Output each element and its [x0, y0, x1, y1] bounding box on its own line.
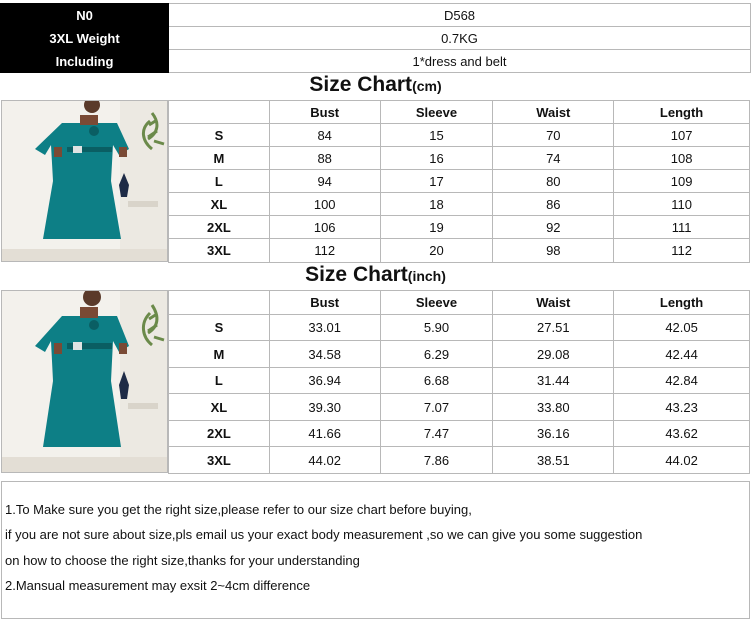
size-notes: [1, 481, 750, 619]
sleeve-column-header: Sleeve: [380, 291, 493, 315]
length-cell: 42.05: [614, 315, 750, 341]
size-cell: S: [169, 124, 270, 147]
size-cell: 2XL: [169, 421, 270, 447]
table-row: [169, 170, 750, 193]
table-row: [169, 193, 750, 216]
length-cell: 107: [614, 124, 750, 147]
waist-column-header: Waist: [493, 291, 614, 315]
length-cell: 42.44: [614, 341, 750, 368]
table-row: [169, 421, 750, 447]
product-number-row: [1, 4, 751, 27]
note-line: on how to choose the right size,thanks for your understanding: [5, 552, 360, 568]
length-cell: 43.23: [614, 394, 750, 421]
size-cell: 3XL: [169, 447, 270, 474]
length-cell: 42.84: [614, 368, 750, 394]
size-column-header: [169, 101, 270, 124]
waist-cell: 33.80: [493, 394, 614, 421]
note-line: if you are not sure about size,pls email us your exact body measurement ,so we can give you some suggestion: [5, 527, 643, 543]
bust-cell: 106: [269, 216, 380, 239]
table-row: [169, 394, 750, 421]
table-row: [169, 447, 750, 474]
product-number-value: D568: [169, 4, 751, 27]
bust-cell: 41.66: [269, 421, 380, 447]
bust-cell: 88: [269, 147, 380, 170]
weight-value: 0.7KG: [169, 27, 751, 50]
length-cell: 108: [614, 147, 750, 170]
length-cell: 111: [614, 216, 750, 239]
size-cell: M: [169, 147, 270, 170]
waist-cell: 70: [493, 124, 614, 147]
bust-cell: 34.58: [269, 341, 380, 368]
size-chart-cm-title: [0, 73, 751, 97]
bust-cell: 36.94: [269, 368, 380, 394]
length-cell: 112: [614, 239, 750, 263]
waist-column-header: Waist: [493, 101, 614, 124]
note-line: 2.Mansual measurement may exsit 2~4cm difference: [5, 577, 311, 593]
dress-photo-inch: [1, 290, 168, 473]
including-value: 1*dress and belt: [169, 50, 751, 73]
note-line: 1.To Make sure you get the right size,please refer to our size chart before buying,: [5, 502, 472, 517]
size-table-cm-header: [169, 101, 750, 124]
size-column-header: [169, 291, 270, 315]
size-cell: XL: [169, 394, 270, 421]
size-cell: 3XL: [169, 239, 270, 263]
waist-cell: 80: [493, 170, 614, 193]
size-chart-inch-title-text: Size Chart: [305, 263, 408, 286]
sleeve-cell: 20: [380, 239, 493, 263]
size-cell: S: [169, 315, 270, 341]
product-number-label: N0: [1, 4, 169, 27]
bust-cell: 100: [269, 193, 380, 216]
size-cell: XL: [169, 193, 270, 216]
size-cell: L: [169, 170, 270, 193]
size-cell: L: [169, 368, 270, 394]
size-chart-cm-unit: (cm): [412, 78, 442, 94]
bust-cell: 112: [269, 239, 380, 263]
waist-cell: 92: [493, 216, 614, 239]
table-row: [169, 368, 750, 394]
table-row: [169, 315, 750, 341]
table-row: [169, 147, 750, 170]
waist-cell: 38.51: [493, 447, 614, 474]
bust-cell: 33.01: [269, 315, 380, 341]
sleeve-cell: 7.47: [380, 421, 493, 447]
sleeve-cell: 7.07: [380, 394, 493, 421]
sleeve-cell: 6.29: [380, 341, 493, 368]
dress-model-image: [2, 101, 168, 262]
length-cell: 44.02: [614, 447, 750, 474]
length-column-header: Length: [614, 101, 750, 124]
sleeve-cell: 16: [380, 147, 493, 170]
including-label: Including: [1, 50, 169, 73]
size-table-inch-header: [169, 291, 750, 315]
waist-cell: 27.51: [493, 315, 614, 341]
sleeve-cell: 6.68: [380, 368, 493, 394]
waist-cell: 36.16: [493, 421, 614, 447]
sleeve-cell: 15: [380, 124, 493, 147]
bust-cell: 84: [269, 124, 380, 147]
sleeve-cell: 17: [380, 170, 493, 193]
size-chart-cm-title-text: Size Chart: [309, 73, 413, 96]
waist-cell: 86: [493, 193, 614, 216]
length-cell: 110: [614, 193, 750, 216]
sleeve-cell: 19: [380, 216, 493, 239]
length-cell: 43.62: [614, 421, 750, 447]
table-row: [169, 216, 750, 239]
bust-column-header: Bust: [269, 101, 380, 124]
weight-row: [1, 27, 751, 50]
size-cell: 2XL: [169, 216, 270, 239]
size-cell: M: [169, 341, 270, 368]
dress-model-image: [2, 291, 168, 473]
weight-label: 3XL Weight: [1, 27, 169, 50]
table-row: [169, 124, 750, 147]
sleeve-cell: 18: [380, 193, 493, 216]
including-row: [1, 50, 751, 73]
length-cell: 109: [614, 170, 750, 193]
sleeve-cell: 5.90: [380, 315, 493, 341]
size-chart-inch-title: [0, 263, 751, 287]
length-column-header: Length: [614, 291, 750, 315]
bust-cell: 39.30: [269, 394, 380, 421]
sleeve-column-header: Sleeve: [380, 101, 493, 124]
waist-cell: 98: [493, 239, 614, 263]
size-chart-inch-unit: (inch): [407, 268, 446, 284]
table-row: [169, 239, 750, 263]
table-row: [169, 341, 750, 368]
waist-cell: 31.44: [493, 368, 614, 394]
dress-photo-cm: [1, 100, 168, 262]
sleeve-cell: 7.86: [380, 447, 493, 474]
product-info-table: [0, 3, 751, 73]
bust-column-header: Bust: [269, 291, 380, 315]
size-table-cm: [168, 100, 750, 263]
size-table-inch: [168, 290, 750, 474]
waist-cell: 29.08: [493, 341, 614, 368]
bust-cell: 94: [269, 170, 380, 193]
waist-cell: 74: [493, 147, 614, 170]
bust-cell: 44.02: [269, 447, 380, 474]
